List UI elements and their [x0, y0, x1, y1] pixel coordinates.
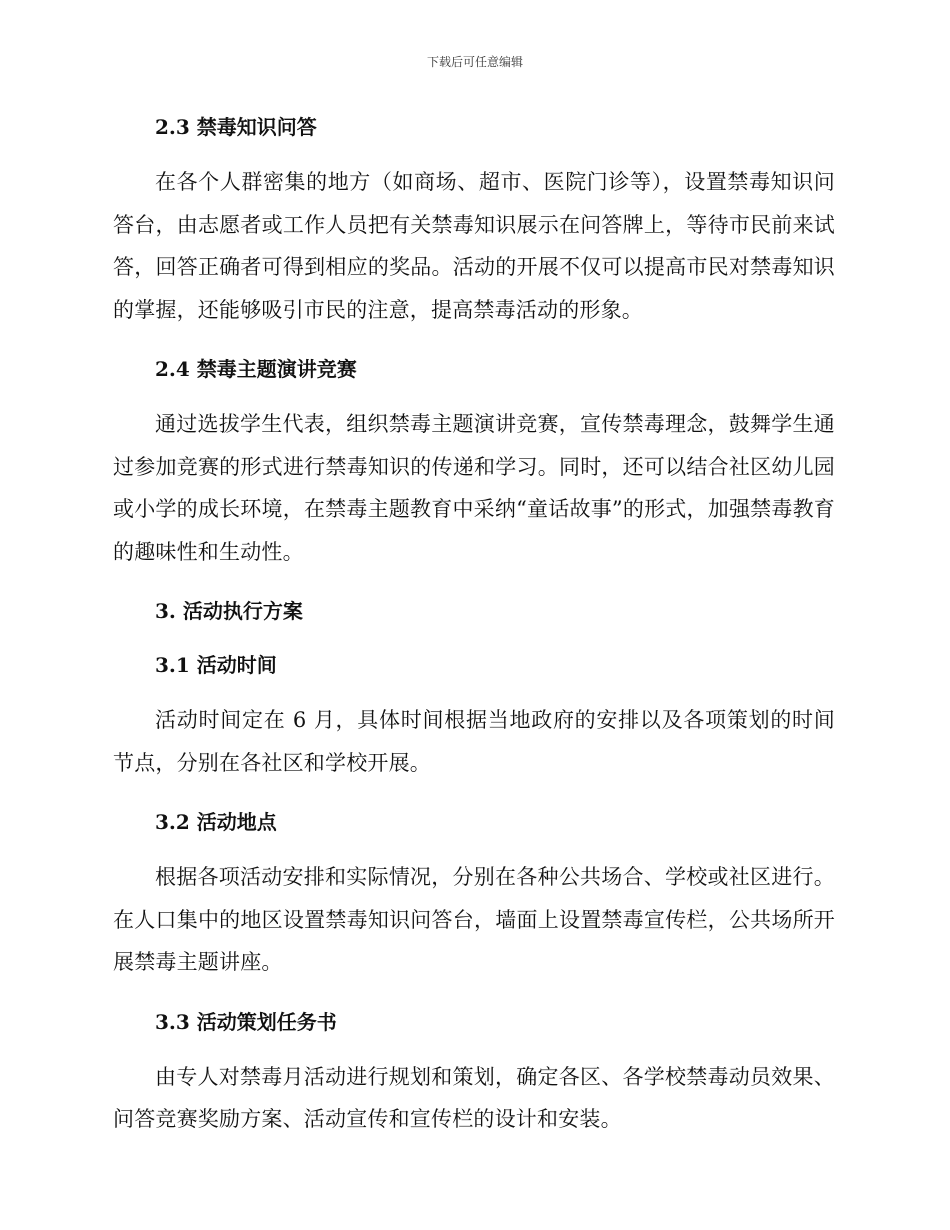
- section-heading-2-4: 2.4 禁毒主题演讲竞赛: [155, 357, 357, 381]
- section-paragraph-3-3: 由专人对禁毒月活动进行规划和策划，确定各区、各学校禁毒动员效果、问答竞赛奖励方案、活动宣传和宣传栏的设计和安装。: [113, 1064, 835, 1131]
- section-paragraph-2-3: 在各个人群密集的地方（如商场、超市、医院门诊等），设置禁毒知识问答台，由志愿者或工作人员把有关禁毒知识展示在问答牌上，等待市民前来试答，回答正确者可得到相应的奖品。活动的开展不仅可以提高市民对禁毒知识的掌握，还能够吸引市民的注意，提高禁毒活动的形象。: [113, 170, 835, 322]
- section-heading-3-2: 3.2 活动地点: [155, 810, 277, 834]
- document-body: [113, 111, 835, 1141]
- page-header: 下载后可任意编辑: [426, 55, 523, 69]
- section-heading-3-3: 3.3 活动策划任务书: [155, 1009, 337, 1034]
- section-paragraph-3-2: 根据各项活动安排和实际情况，分别在各种公共场合、学校或社区进行。在人口集中的地区设置禁毒知识问答台，墙面上设置禁毒宣传栏，公共场所开展禁毒主题讲座。: [113, 865, 835, 974]
- section-heading-3: 3. 活动执行方案: [155, 599, 303, 623]
- section-heading-2-3: 2.3 禁毒知识问答: [155, 115, 317, 139]
- section-paragraph-3-1: 活动时间定在 6 月，具体时间根据当地政府的安排以及各项策划的时间节点，分别在各社区和学校开展。: [113, 708, 835, 775]
- section-paragraph-2-4: 通过选拔学生代表，组织禁毒主题演讲竞赛，宣传禁毒理念，鼓舞学生通过参加竞赛的形式进行禁毒知识的传递和学习。同时，还可以结合社区幼儿园或小学的成长环境，在禁毒主题教育中采纳“童话故事”的形式，加强禁毒教育的趣味性和生动性。: [113, 412, 835, 564]
- section-heading-3-1: 3.1 活动时间: [155, 653, 277, 677]
